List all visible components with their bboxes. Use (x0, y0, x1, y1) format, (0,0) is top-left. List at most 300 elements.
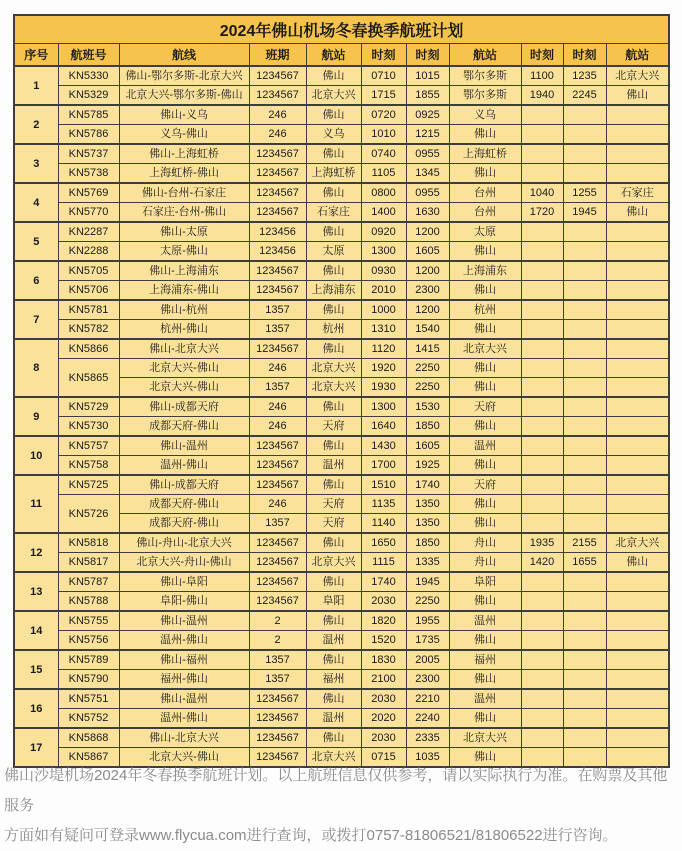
station-cell (606, 456, 669, 476)
time-cell (563, 164, 606, 184)
days-cell: 123456 (249, 222, 306, 242)
time-cell (521, 300, 563, 320)
time-cell: 1215 (406, 125, 449, 145)
flight-no-cell: KN5330 (58, 66, 119, 86)
col-header-index: 序号 (14, 44, 58, 67)
station-cell (606, 572, 669, 592)
time-cell (521, 475, 563, 495)
station-cell: 佛山 (306, 533, 361, 553)
flight-no-cell: KN5785 (58, 105, 119, 125)
station-cell (606, 670, 669, 690)
time-cell: 1605 (406, 436, 449, 456)
time-cell: 2240 (406, 709, 449, 729)
flight-row (14, 144, 669, 164)
station-cell: 佛山 (306, 728, 361, 748)
time-cell (521, 436, 563, 456)
station-cell (606, 475, 669, 495)
route-cell: 上海虹桥-佛山 (119, 164, 249, 184)
time-cell: 2030 (361, 689, 406, 709)
days-cell: 1357 (249, 650, 306, 670)
flight-row (14, 689, 669, 709)
days-cell: 1234567 (249, 748, 306, 768)
header-row (14, 44, 669, 67)
col-header-schedule-days: 班期 (249, 44, 306, 67)
flight-no-cell: KN5758 (58, 456, 119, 476)
station-cell: 佛山 (606, 203, 669, 223)
time-cell: 1630 (406, 203, 449, 223)
time-cell (563, 222, 606, 242)
days-cell: 1234567 (249, 553, 306, 573)
flight-row (14, 203, 669, 223)
time-cell: 1200 (406, 261, 449, 281)
flight-no-cell: KN5788 (58, 592, 119, 612)
route-cell: 上海浦东-佛山 (119, 281, 249, 301)
station-cell: 佛山 (449, 125, 521, 145)
station-cell: 佛山 (306, 222, 361, 242)
station-cell (606, 631, 669, 651)
flight-row (14, 709, 669, 729)
time-cell: 0920 (361, 222, 406, 242)
station-cell: 义乌 (449, 105, 521, 125)
station-cell: 温州 (449, 611, 521, 631)
flight-no-cell: KN5817 (58, 553, 119, 573)
flight-no-cell: KN2287 (58, 222, 119, 242)
col-header-time-4: 时刻 (563, 44, 606, 67)
flight-row (14, 397, 669, 417)
group-no-cell: 5 (14, 222, 58, 261)
time-cell: 1310 (361, 320, 406, 340)
group-no-cell: 4 (14, 183, 58, 222)
station-cell: 佛山 (449, 164, 521, 184)
route-cell: 佛山-成都天府 (119, 475, 249, 495)
station-cell: 太原 (449, 222, 521, 242)
time-cell (521, 339, 563, 359)
station-cell (606, 592, 669, 612)
col-header-flight-no: 航班号 (58, 44, 119, 67)
days-cell: 246 (249, 495, 306, 514)
time-cell: 1855 (406, 86, 449, 106)
days-cell: 1234567 (249, 728, 306, 748)
station-cell: 佛山 (449, 631, 521, 651)
time-cell: 1135 (361, 495, 406, 514)
days-cell: 1234567 (249, 689, 306, 709)
days-cell: 1357 (249, 670, 306, 690)
station-cell (606, 650, 669, 670)
time-cell (521, 670, 563, 690)
flight-no-cell: KN5725 (58, 475, 119, 495)
station-cell: 杭州 (449, 300, 521, 320)
time-cell (521, 572, 563, 592)
station-cell (606, 339, 669, 359)
days-cell: 246 (249, 359, 306, 378)
flight-no-cell: KN5726 (58, 495, 119, 534)
time-cell: 1415 (406, 339, 449, 359)
time-cell: 1920 (361, 359, 406, 378)
station-cell: 北京大兴 (306, 378, 361, 398)
time-cell: 1935 (521, 533, 563, 553)
time-cell: 1925 (406, 456, 449, 476)
time-cell: 1350 (406, 495, 449, 514)
flight-no-cell: KN5818 (58, 533, 119, 553)
flight-no-cell: KN5867 (58, 748, 119, 768)
group-no-cell: 2 (14, 105, 58, 144)
group-no-cell: 11 (14, 475, 58, 533)
flight-row (14, 105, 669, 125)
flight-row (14, 359, 669, 378)
station-cell: 北京大兴 (306, 553, 361, 573)
station-cell (606, 495, 669, 514)
time-cell: 1140 (361, 514, 406, 534)
col-header-station-3: 航站 (606, 44, 669, 67)
station-cell: 佛山 (306, 66, 361, 86)
route-cell: 北京大兴-鄂尔多斯-佛山 (119, 86, 249, 106)
station-cell: 佛山 (306, 572, 361, 592)
flight-no-cell: KN5737 (58, 144, 119, 164)
time-cell: 2155 (563, 533, 606, 553)
station-cell (606, 709, 669, 729)
route-cell: 温州-佛山 (119, 709, 249, 729)
station-cell: 鄂尔多斯 (449, 66, 521, 86)
group-no-cell: 14 (14, 611, 58, 650)
station-cell: 上海浦东 (306, 281, 361, 301)
time-cell: 1345 (406, 164, 449, 184)
time-cell (563, 709, 606, 729)
station-cell (606, 436, 669, 456)
time-cell (521, 281, 563, 301)
time-cell: 1740 (406, 475, 449, 495)
station-cell: 佛山 (449, 495, 521, 514)
station-cell: 阜阳 (449, 572, 521, 592)
station-cell: 佛山 (449, 670, 521, 690)
station-cell: 佛山 (306, 339, 361, 359)
station-cell: 阜阳 (306, 592, 361, 612)
time-cell (563, 436, 606, 456)
time-cell (521, 417, 563, 437)
time-cell: 1520 (361, 631, 406, 651)
days-cell: 1234567 (249, 86, 306, 106)
flight-no-cell: KN5769 (58, 183, 119, 203)
time-cell: 1015 (406, 66, 449, 86)
time-cell (521, 378, 563, 398)
station-cell: 北京大兴 (306, 86, 361, 106)
time-cell: 1530 (406, 397, 449, 417)
time-cell: 1605 (406, 242, 449, 262)
flight-row (14, 495, 669, 514)
days-cell: 1234567 (249, 475, 306, 495)
station-cell: 佛山 (449, 514, 521, 534)
time-cell: 1300 (361, 397, 406, 417)
time-cell (563, 689, 606, 709)
station-cell: 天府 (306, 417, 361, 437)
station-cell: 佛山 (306, 183, 361, 203)
flight-no-cell: KN5866 (58, 339, 119, 359)
route-cell: 北京大兴-佛山 (119, 748, 249, 768)
time-cell: 1335 (406, 553, 449, 573)
time-cell: 1740 (361, 572, 406, 592)
time-cell: 0710 (361, 66, 406, 86)
days-cell: 246 (249, 397, 306, 417)
flight-no-cell: KN5790 (58, 670, 119, 690)
time-cell (563, 592, 606, 612)
station-cell: 上海虹桥 (306, 164, 361, 184)
station-cell (606, 125, 669, 145)
station-cell: 石家庄 (306, 203, 361, 223)
days-cell: 246 (249, 125, 306, 145)
time-cell: 0955 (406, 144, 449, 164)
time-cell (563, 320, 606, 340)
flight-row (14, 533, 669, 553)
group-no-cell: 10 (14, 436, 58, 475)
days-cell: 1234567 (249, 572, 306, 592)
flight-no-cell: KN5730 (58, 417, 119, 437)
time-cell (521, 105, 563, 125)
flight-row (14, 553, 669, 573)
time-cell (521, 650, 563, 670)
time-cell (563, 631, 606, 651)
flight-row (14, 592, 669, 612)
col-header-route: 航线 (119, 44, 249, 67)
time-cell (521, 144, 563, 164)
station-cell: 佛山 (449, 242, 521, 262)
flight-row (14, 611, 669, 631)
time-cell (521, 631, 563, 651)
station-cell (606, 320, 669, 340)
route-cell: 北京大兴-佛山 (119, 359, 249, 378)
time-cell: 2300 (406, 670, 449, 690)
time-cell (563, 300, 606, 320)
time-cell: 0955 (406, 183, 449, 203)
time-cell: 2250 (406, 359, 449, 378)
col-header-time-2: 时刻 (406, 44, 449, 67)
station-cell: 佛山 (306, 650, 361, 670)
time-cell: 1940 (521, 86, 563, 106)
group-no-cell: 7 (14, 300, 58, 339)
days-cell: 1234567 (249, 144, 306, 164)
group-no-cell: 6 (14, 261, 58, 300)
flight-no-cell: KN5755 (58, 611, 119, 631)
days-cell: 1234567 (249, 183, 306, 203)
station-cell: 佛山 (449, 417, 521, 437)
flight-table-body (14, 66, 669, 767)
time-cell (521, 611, 563, 631)
flight-no-cell: KN5752 (58, 709, 119, 729)
route-cell: 佛山-成都天府 (119, 397, 249, 417)
days-cell: 1234567 (249, 66, 306, 86)
time-cell: 1200 (406, 300, 449, 320)
footer-line-1: 佛山沙堤机场2024年冬春换季航班计划。以上航班信息仅供参考，请以实际执行为准。在购票及其他服务 (4, 767, 668, 814)
station-cell: 太原 (306, 242, 361, 262)
flight-no-cell: KN5729 (58, 397, 119, 417)
time-cell: 2005 (406, 650, 449, 670)
time-cell (563, 261, 606, 281)
days-cell: 1234567 (249, 164, 306, 184)
time-cell (563, 144, 606, 164)
time-cell (563, 611, 606, 631)
time-cell: 1400 (361, 203, 406, 223)
station-cell: 温州 (306, 709, 361, 729)
station-cell: 佛山 (449, 320, 521, 340)
time-cell: 2210 (406, 689, 449, 709)
station-cell: 北京大兴 (449, 728, 521, 748)
time-cell: 2030 (361, 592, 406, 612)
time-cell (563, 125, 606, 145)
flight-no-cell: KN5789 (58, 650, 119, 670)
time-cell: 1235 (563, 66, 606, 86)
time-cell: 1105 (361, 164, 406, 184)
station-cell: 佛山 (306, 144, 361, 164)
flight-no-cell: KN5756 (58, 631, 119, 651)
station-cell (606, 378, 669, 398)
footer-line-2: 方面如有疑问可登录www.flycua.com进行查询，或拨打0757-81806521/81806522进行咨询。 (4, 827, 618, 844)
flight-no-cell: KN5787 (58, 572, 119, 592)
flight-no-cell: KN5782 (58, 320, 119, 340)
time-cell: 0720 (361, 105, 406, 125)
time-cell (563, 378, 606, 398)
title-row (14, 15, 669, 44)
time-cell: 1955 (406, 611, 449, 631)
flight-row (14, 417, 669, 437)
route-cell: 温州-佛山 (119, 631, 249, 651)
route-cell: 杭州-佛山 (119, 320, 249, 340)
station-cell: 佛山 (306, 475, 361, 495)
time-cell: 1350 (406, 514, 449, 534)
time-cell: 1010 (361, 125, 406, 145)
days-cell: 123456 (249, 242, 306, 262)
time-cell: 1715 (361, 86, 406, 106)
station-cell: 上海浦东 (449, 261, 521, 281)
time-cell (521, 242, 563, 262)
flight-row (14, 320, 669, 340)
days-cell: 1234567 (249, 281, 306, 301)
time-cell: 2245 (563, 86, 606, 106)
flight-no-cell: KN5751 (58, 689, 119, 709)
days-cell: 1234567 (249, 339, 306, 359)
route-cell: 佛山-温州 (119, 436, 249, 456)
time-cell: 1850 (406, 417, 449, 437)
time-cell (521, 728, 563, 748)
route-cell: 佛山-台州-石家庄 (119, 183, 249, 203)
station-cell (606, 359, 669, 378)
days-cell: 1357 (249, 300, 306, 320)
page-title: 2024年佛山机场冬春换季航班计划 (14, 15, 669, 44)
route-cell: 佛山-阜阳 (119, 572, 249, 592)
time-cell: 1930 (361, 378, 406, 398)
flight-schedule-table (13, 14, 670, 768)
time-cell: 1120 (361, 339, 406, 359)
station-cell: 台州 (449, 183, 521, 203)
flight-row (14, 183, 669, 203)
days-cell: 246 (249, 105, 306, 125)
route-cell: 佛山-太原 (119, 222, 249, 242)
time-cell (563, 670, 606, 690)
flight-row (14, 572, 669, 592)
station-cell (606, 105, 669, 125)
flight-no-cell: KN5770 (58, 203, 119, 223)
flight-row (14, 242, 669, 262)
station-cell: 温州 (306, 631, 361, 651)
station-cell: 佛山 (306, 397, 361, 417)
flight-row (14, 631, 669, 651)
station-cell: 佛山 (306, 300, 361, 320)
route-cell: 成都天府-佛山 (119, 495, 249, 514)
station-cell: 福州 (306, 670, 361, 690)
route-cell: 佛山-义乌 (119, 105, 249, 125)
flight-row (14, 670, 669, 690)
station-cell: 北京大兴 (306, 748, 361, 768)
time-cell: 1040 (521, 183, 563, 203)
time-cell: 2010 (361, 281, 406, 301)
time-cell: 0715 (361, 748, 406, 768)
station-cell: 佛山 (306, 105, 361, 125)
station-cell: 佛山 (449, 281, 521, 301)
flight-row (14, 261, 669, 281)
time-cell (563, 495, 606, 514)
time-cell: 2300 (406, 281, 449, 301)
station-cell (606, 417, 669, 437)
station-cell: 佛山 (306, 436, 361, 456)
flight-row (14, 300, 669, 320)
time-cell: 2335 (406, 728, 449, 748)
station-cell (606, 242, 669, 262)
flight-row (14, 436, 669, 456)
route-cell: 北京大兴-舟山-佛山 (119, 553, 249, 573)
group-no-cell: 13 (14, 572, 58, 611)
station-cell: 温州 (449, 689, 521, 709)
days-cell: 1234567 (249, 261, 306, 281)
days-cell: 1234567 (249, 709, 306, 729)
time-cell (521, 709, 563, 729)
station-cell (606, 728, 669, 748)
station-cell (606, 144, 669, 164)
days-cell: 1234567 (249, 436, 306, 456)
time-cell: 2100 (361, 670, 406, 690)
time-cell: 1200 (406, 222, 449, 242)
station-cell: 温州 (306, 456, 361, 476)
group-no-cell: 16 (14, 689, 58, 728)
time-cell (563, 514, 606, 534)
station-cell (606, 281, 669, 301)
time-cell (563, 281, 606, 301)
flight-row (14, 475, 669, 495)
station-cell: 福州 (449, 650, 521, 670)
flight-row (14, 728, 669, 748)
station-cell: 佛山 (306, 689, 361, 709)
station-cell: 佛山 (449, 456, 521, 476)
flight-no-cell: KN5329 (58, 86, 119, 106)
group-no-cell: 12 (14, 533, 58, 572)
station-cell: 杭州 (306, 320, 361, 340)
station-cell (606, 689, 669, 709)
route-cell: 佛山-杭州 (119, 300, 249, 320)
flight-no-cell: KN5868 (58, 728, 119, 748)
flight-row (14, 66, 669, 86)
station-cell: 天府 (449, 475, 521, 495)
station-cell: 佛山 (606, 86, 669, 106)
group-no-cell: 3 (14, 144, 58, 183)
time-cell (521, 164, 563, 184)
flight-no-cell: KN5738 (58, 164, 119, 184)
days-cell: 2 (249, 631, 306, 651)
station-cell: 北京大兴 (449, 339, 521, 359)
station-cell (606, 261, 669, 281)
time-cell: 1430 (361, 436, 406, 456)
time-cell: 1945 (563, 203, 606, 223)
time-cell: 0930 (361, 261, 406, 281)
station-cell: 佛山 (449, 748, 521, 768)
time-cell: 1420 (521, 553, 563, 573)
time-cell (521, 125, 563, 145)
station-cell (606, 164, 669, 184)
